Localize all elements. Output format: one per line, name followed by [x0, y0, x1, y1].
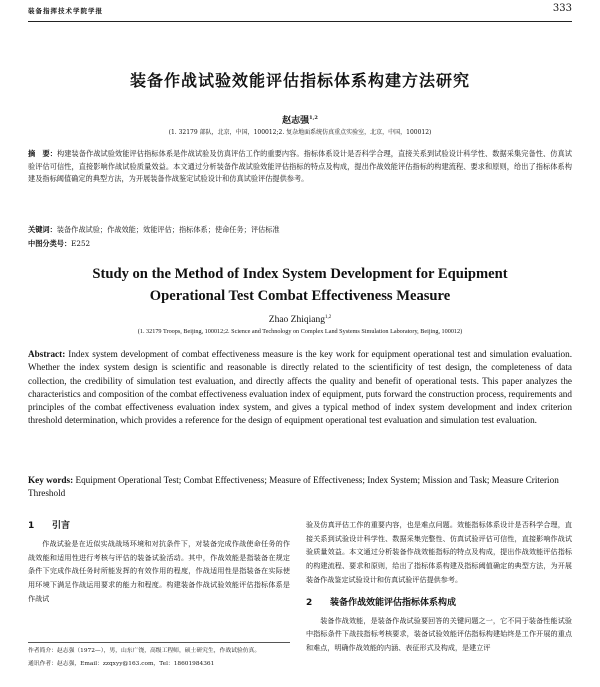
footnote-author-bio: 作者简介：赵志强（1972—），男，山东广饶，高级工程师，硕士研究生，作战试验仿真。 — [28, 648, 261, 654]
section-2-paragraph: 装备作战效能，是装备作战试验要回答的关键问题之一，它不同于装备性能试验中指标条件下战技指标考核要求，装备试验效能评估指标构建始终是工作开展的重点和难点，明确作战效能的内涵、表征形式及构成，是建立评 — [306, 615, 572, 652]
classification-code: E252 — [71, 239, 91, 248]
title-english — [0, 263, 600, 307]
running-header — [28, 0, 572, 22]
keywords-english-label: Key words: — [28, 475, 74, 485]
title-english-line1: Study on the Method of Index System Development for Equipment — [92, 266, 508, 282]
footnotes — [28, 645, 290, 671]
abstract-chinese-text: 构建装备作战试验效能评估指标体系是作战试验及仿真评估工作的重要内容。指标体系设计是否科学合理，直接关系到试验设计科学性、数据采集完备性、仿真试验评估可信性，直接影响作战试验质量效益。本文通过分析装备作战试验效能评估指标的特点及构成，提出作战效能评估指标的构建流程、要求和原则，给出了指标体系构建及指标阈值确定的典型方法，为开展装备作战鉴定试验设计和仿真试验评估提供参考。 — [28, 149, 572, 184]
keywords-english-text: Equipment Operational Test; Combat Effectiveness; Measure of Effectiveness; Index System; Mission and Task; Measure Criterion Threshold — [28, 475, 559, 499]
abstract-english-label: Abstract: — [28, 349, 66, 359]
page-number: 333 — [552, 3, 572, 14]
classification-label: 中图分类号： — [28, 239, 72, 248]
classification-chinese — [28, 238, 572, 249]
author-chinese-name: 赵志强 — [282, 116, 310, 126]
journal-name: 装备指挥技术学院学报 — [28, 7, 103, 15]
author-english-affil-marks: 1,2 — [324, 315, 332, 320]
title-english-line2: Operational Test Combat Effectiveness Measure — [149, 288, 451, 304]
abstract-english-text: Index system development of combat effectiveness measure is the key work for equipment operational test and simulation evaluation. Whether the index system design is scientific and reasonable is directly related to the scientificity of test design, the completeness of data collection, the credibility of simulation test evaluation, and directly affects the quality and benefit of operational tests. This paper analyzes the characteristics and composition of the combat effectiveness evaluation index of equipment, puts forward the construction process, requirements and principles of the combat effectiveness evaluation index system, and gives a typical method of index system development and index criterion threshold determination, which provides a reference for the design of equipment operational test evaluation and simulation test evaluation. — [28, 349, 573, 426]
left-column — [28, 518, 290, 606]
right-column-paragraph: 验及仿真评估工作的重要内容，也是难点问题。效能指标体系设计是否科学合理，直接关系到试验设计科学性、数据采集完整性、仿真试验评估可信性，直接影响作战试验质量效益。本文通过分析装备作战效能指标的特点及构成，提出作战效能评估指标的构建流程、要求和原则，给出了指标体系构建及指标阈值确定的典型方法，为开展装备作战鉴定试验设计和仿真试验评估提供参考。 — [306, 520, 572, 584]
affiliation-chinese: (1. 32179 部队，北京，中国，100012;2. 复杂地面系统仿真重点实验室，北京，中国，100012) — [168, 129, 432, 136]
footnote-divider — [28, 642, 290, 643]
keywords-chinese-text: 装备作战试验；作战效能；效能评估；指标体系；使命任务；评估标准 — [56, 225, 280, 234]
keywords-chinese-label: 关键词： — [28, 225, 57, 234]
section-1-number: 1 — [28, 521, 35, 531]
keywords-chinese — [28, 224, 572, 235]
author-english — [0, 315, 600, 325]
right-column — [306, 518, 572, 655]
section-2-heading — [306, 595, 572, 608]
section-1-heading — [28, 518, 290, 531]
section-1-paragraph: 作战试验是在近似实战战场环境和对抗条件下，对装备完成作战使命任务的作战效能和适用性进行考核与评估的装备试验活动。其中，作战效能是指装备在规定条件下完成作战任务时所能发挥的有效作用的程度，作战适用性是指装备在实际使用环境下满足作战运用要求的能力和程度。构建装备作战试验效能评估指标体系是作战试 — [28, 539, 290, 603]
footnote-contact: 通讯作者：赵志强，Email：zzqxyy@163.com，Tel：18601984361 — [28, 661, 215, 667]
author-english-name: Zhao Zhiqiang — [268, 315, 325, 326]
author-chinese — [0, 113, 600, 126]
section-2-number: 2 — [306, 597, 313, 608]
section-2-title: 装备作战效能评估指标体系构成 — [330, 597, 457, 608]
abstract-english — [28, 348, 572, 428]
title-chinese: 装备作战试验效能评估指标体系构建方法研究 — [129, 71, 470, 90]
keywords-english — [28, 474, 572, 501]
section-1-title: 引言 — [52, 521, 71, 531]
abstract-chinese — [28, 148, 572, 186]
author-chinese-affil-marks: 1,2 — [309, 115, 318, 121]
abstract-chinese-label: 摘 要： — [28, 149, 58, 158]
affiliation-english: (1. 32179 Troops, Beijing, 100012;2. Science and Technology on Complex Land Systems Simulation Laboratory, Beijing, 100012) — [137, 328, 463, 335]
